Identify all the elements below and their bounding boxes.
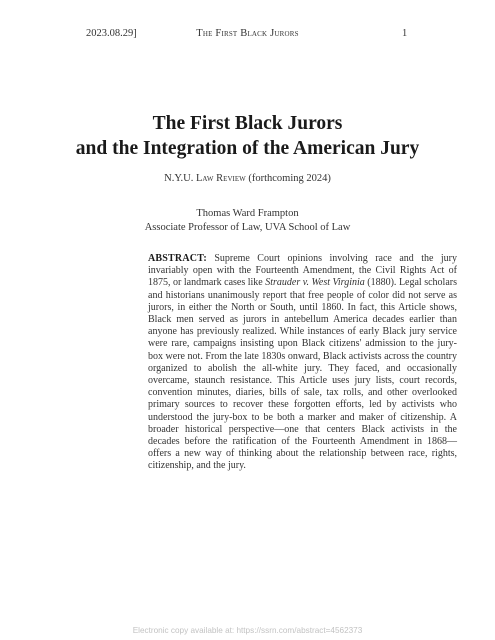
abstract-case-name: Strauder v. West Virginia (265, 277, 365, 289)
author-name: Thomas Ward Frampton (196, 208, 299, 219)
running-head-date: 2023.08.29] (86, 28, 137, 39)
running-head-title: The First Black Jurors (196, 28, 299, 39)
abstract-text-2: (1880). Legal scholars and historians unanimously report that free people of color did not serve as jurors, in either the North or South, until 1860. In fact, this Article shows, Black men served as jurors in antebellum America decades earlier than anyone has previously realized. While instances of early Black jury service were rare, campaigns insisting upon Black citizens' admission to the jury-box were not. From the late 1830s onward, Black activists across the country organized to abolish the all-white jury. They faced, and occasionally overcame, staunch resistance. This Article uses jury lists, court records, convention minutes, diaries, bills of sale, tax rolls, and other overlooked primary sources to recover these forgotten efforts, led by activists who understood the jury-box to be both a marker and maker of citizenship. A broader historical perspective—one that centers Black activists in the decades before the ratification of the Fourteenth Amendment in 1868—offers a new way of thinking about the relationship between race, rights, citizenship, and the jury. (148, 277, 457, 472)
author-affiliation: Associate Professor of Law, UVA School of Law (144, 222, 351, 233)
paper-title-line-1: The First Black Jurors (152, 113, 343, 134)
page-number: 1 (402, 28, 408, 39)
author-block (40, 207, 455, 235)
journal-citation (40, 173, 455, 184)
abstract-text-1: Supreme Court opinions involving race and the jury invariably open with the Fourteenth Amendment, the Civil Rights Act of 1875, or landmark cases like (148, 253, 457, 289)
abstract-label: ABSTRACT: (148, 253, 207, 264)
journal-status: (forthcoming 2024) (248, 173, 331, 184)
journal-name: N.Y.U. Law Review (164, 173, 246, 184)
ssrn-footer: Electronic copy available at: https://ssrn.com/abstract=4562373 (132, 626, 363, 635)
abstract (148, 253, 457, 473)
paper-title (40, 111, 455, 161)
paper-title-line-2: and the Integration of the American Jury (75, 138, 420, 159)
running-head (0, 28, 495, 44)
